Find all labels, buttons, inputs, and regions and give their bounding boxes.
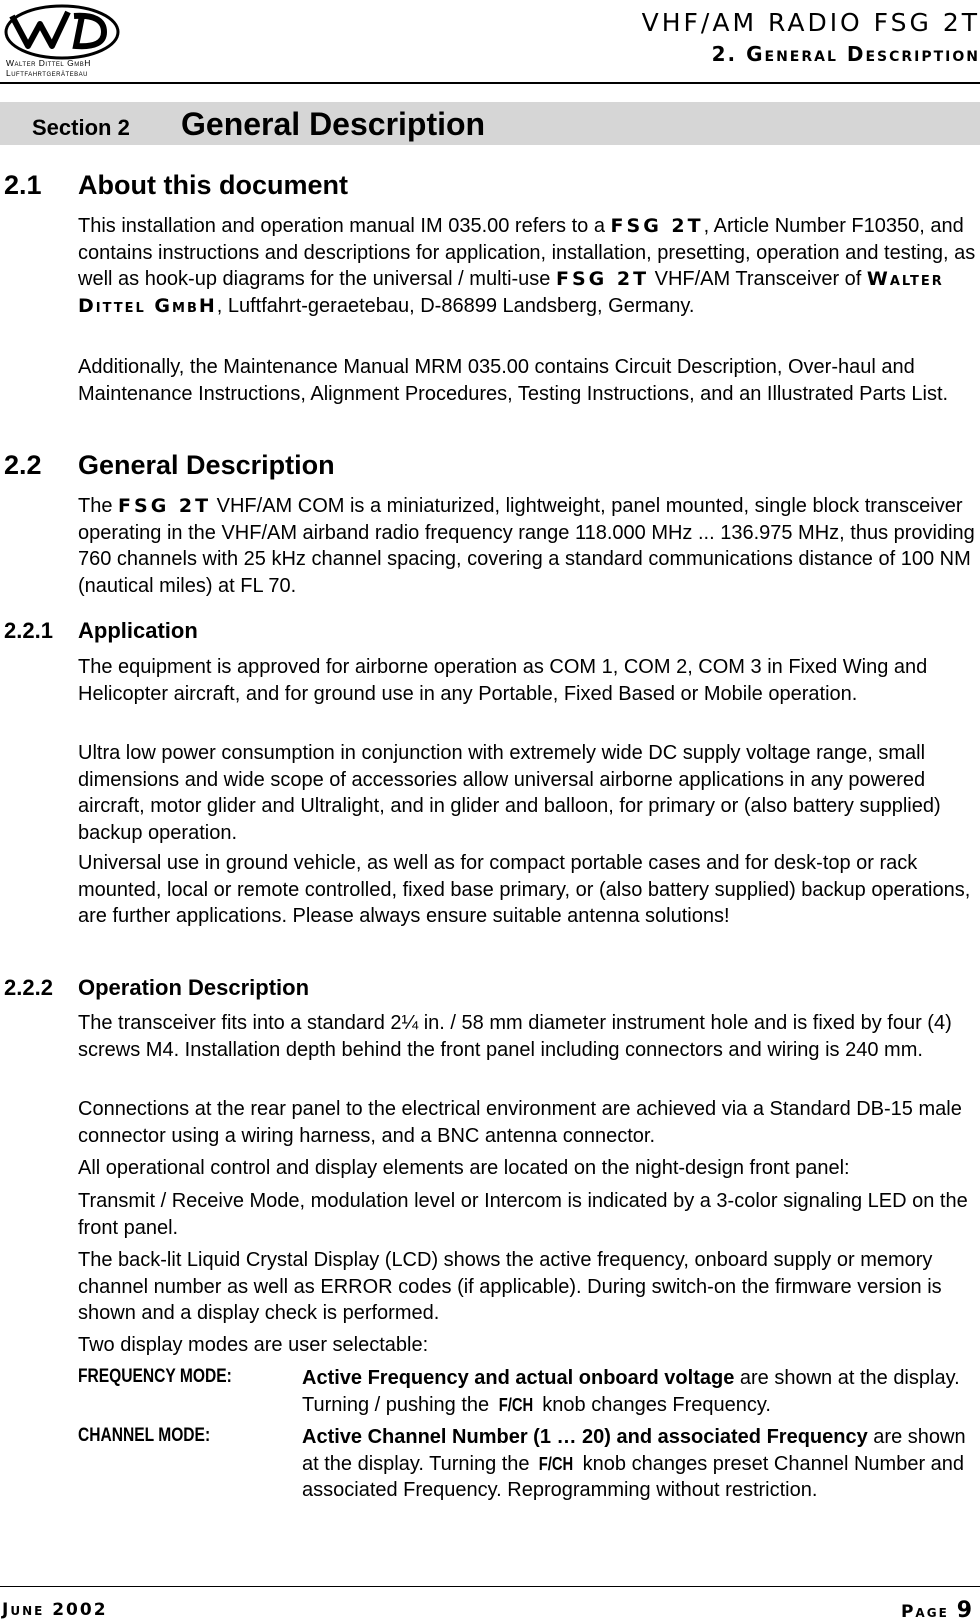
footer-page (901, 1598, 974, 1623)
heading-text: About this document (78, 170, 348, 200)
logo-mark-icon (4, 2, 120, 60)
paragraph-2-1-1 (78, 213, 978, 319)
mode-emphasis: Active Frequency and actual onboard voltage (302, 1367, 735, 1389)
heading-number: 2.2 (4, 450, 42, 480)
heading-text: Application (78, 618, 198, 643)
paragraph-2-2-2-2: Connections at the rear panel to the electrical environment are achieved via a Standard DB-15 male connector using a wiring harness, and a BNC antenna connector. (78, 1098, 962, 1147)
heading-2-2-1 (4, 618, 198, 644)
channel-mode-description (302, 1424, 978, 1504)
footer-date: June 2002 (2, 1600, 108, 1620)
section-banner (0, 102, 980, 145)
text-run: knob changes Frequency. (536, 1393, 771, 1416)
paragraph-2-1-2: Additionally, the Maintenance Manual MRM 035.00 contains Circuit Description, Over-haul and Maintenance Instructions, Alignment Procedures, Testing Instructions, and an Illustrated Parts List. (78, 356, 949, 405)
paragraph-2-2-1-1: The equipment is approved for airborne operation as COM 1, COM 2, COM 3 in Fixed Wing and Helicopter aircraft, and for ground use in any Portable, Fixed Based or Mobile operation. (78, 656, 928, 705)
section-number: Section 2 (32, 115, 130, 140)
text-run: , Article Number F10350, and contains instructions and descriptions for application, installation, presetting, operation and testing, as well as hook-up diagrams for the universal / multi-use (78, 215, 976, 290)
heading-2-1 (4, 170, 348, 201)
page-number: 9 (956, 1598, 974, 1623)
company-name: Walter Dittel GmbH (78, 268, 944, 317)
text-run: This installation and operation manual IM 035.00 refers to a (78, 215, 611, 237)
channel-mode-label: CHANNEL MODE: (78, 1425, 211, 1446)
text-run: are shown at the display. Turning the (302, 1426, 966, 1475)
paragraph-2-2-1-2: Ultra low power consumption in conjunction with extremely wide DC supply voltage range, small dimensions and wide scope of accessories allow universal airborne applications in any powered aircraft, motor glider and Ultralight, and in glider and balloon, for primary or (also battery supplied) backup operation. (78, 742, 941, 844)
heading-text: Operation Description (78, 975, 310, 1000)
paragraph-2-2-2-4: Transmit / Receive Mode, modulation level or Intercom is indicated by a 3-color signaling LED on the front panel. (78, 1190, 968, 1239)
frequency-mode-label: FREQUENCY MODE: (78, 1366, 232, 1387)
document-title: VHF/AM RADIO FSG 2T (641, 8, 980, 37)
section-title: General Description (181, 106, 486, 142)
text-run: are shown at the display. Turning / pushing the (302, 1367, 960, 1416)
footer-rule (0, 1586, 980, 1587)
heading-text: General Description (78, 450, 335, 480)
text-run: , Luftfahrt-geraetebau, D-86899 Landsberg, Germany. (216, 294, 695, 317)
knob-name: F/CH (498, 1394, 533, 1415)
paragraph-2-2-2-5: The back-lit Liquid Crystal Display (LCD) shows the active frequency, onboard supply or memory channel number as well as ERROR codes (if applicable). During switch-on the firmware version is shown and a display check is performed. (78, 1249, 942, 1324)
logo-company-subtitle: Luftfahrtgerätebau (6, 68, 88, 78)
page-label: Page (900, 1602, 949, 1622)
frequency-mode-description (302, 1365, 978, 1418)
product-name: FSG 2T (610, 215, 704, 237)
product-name: FSG 2T (118, 495, 212, 517)
product-name: FSG 2T (556, 268, 650, 290)
mode-emphasis: Active Channel Number (1 … 20) and associated Frequency (302, 1426, 868, 1448)
text-run: VHF/AM Transceiver of (649, 268, 867, 290)
heading-number: 2.1 (4, 170, 42, 200)
paragraph-2-2-1 (78, 493, 978, 599)
header-rule (0, 82, 980, 84)
paragraph-2-2-2-3: All operational control and display elements are located on the night-design front panel: (78, 1157, 850, 1179)
text-run: VHF/AM COM is a miniaturized, lightweight, panel mounted, single block transceiver operating in the VHF/AM airband radio frequency range 118.000 MHz ... 136.975 MHz, thus providing 760 channels with 25 kHz channel spacing, covering a standard communications distance of 100 NM (nautical miles) at FL 70. (78, 495, 975, 597)
heading-number: 2.2.1 (4, 618, 53, 643)
paragraph-2-2-2-6: Two display modes are user selectable: (78, 1334, 429, 1356)
document-subtitle: 2. General Description (711, 42, 980, 66)
knob-name: F/CH (538, 1453, 574, 1474)
heading-2-2-2 (4, 975, 310, 1001)
heading-2-2 (4, 450, 335, 481)
paragraph-2-2-2-1: The transceiver fits into a standard 2¼ in. / 58 mm diameter instrument hole and is fixed by four (4) screws M4. Installation depth behind the front panel including connectors and wiring is 240 mm. (78, 1012, 952, 1061)
paragraph-2-2-1-3: Universal use in ground vehicle, as well as for compact portable cases and for desk-top or rack mounted, local or remote controlled, fixed base primary, or (also battery supplied) backup operations, are further applications. Please always ensure suitable antenna solutions! (78, 852, 971, 927)
heading-number: 2.2.2 (4, 975, 53, 1000)
text-run: knob changes preset Channel Number and associated Frequency. Reprogramming without restriction. (302, 1452, 965, 1501)
text-run: The (78, 495, 119, 517)
logo-company-name: Walter Dittel GmbH (6, 58, 91, 68)
